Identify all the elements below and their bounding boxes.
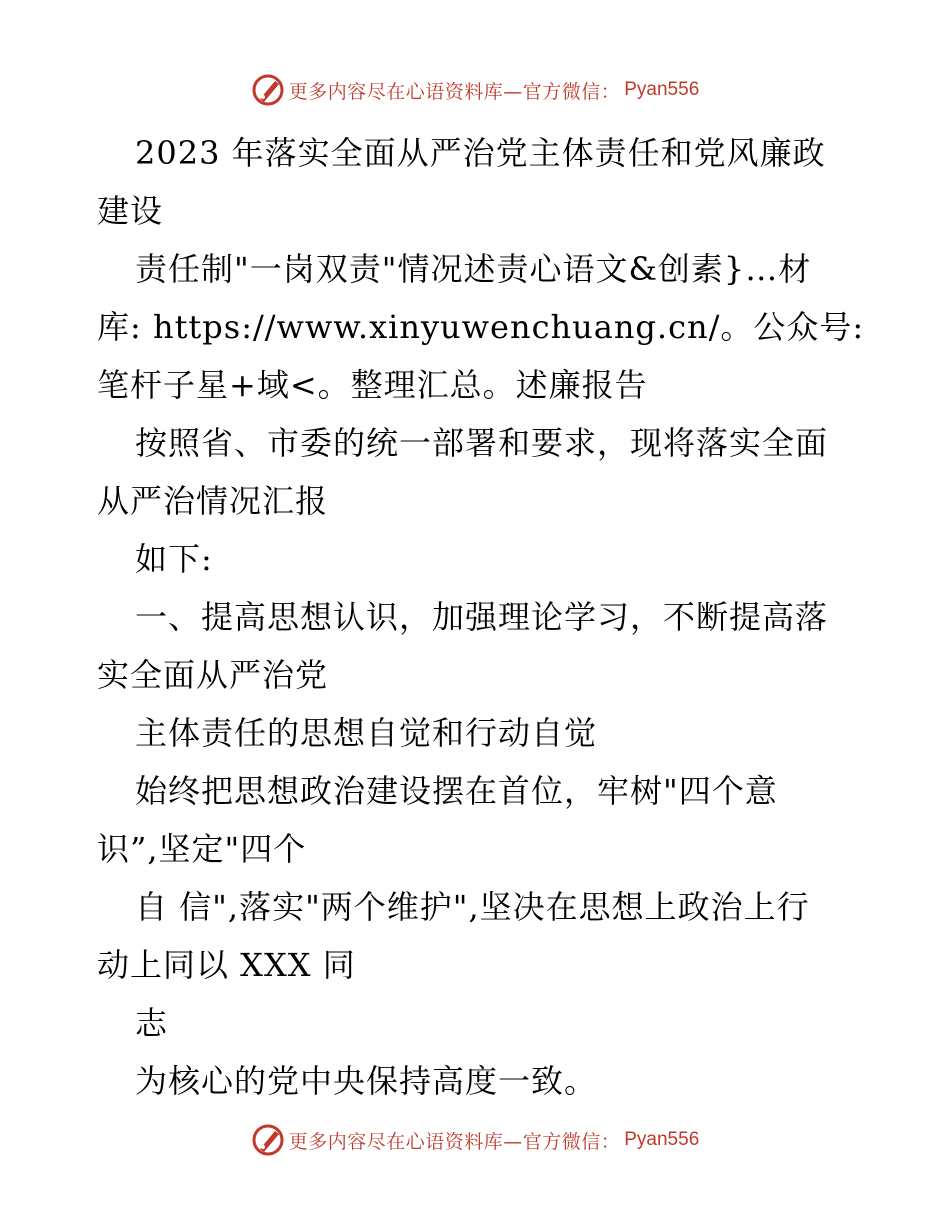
section-heading: 主体责任的思想自觉和行动自觉 [135, 714, 598, 752]
paragraph-line: 动上同以 XXX 同 [97, 946, 356, 984]
text-line: 笔杆子星+域<。整理汇总。述廉报告 [97, 366, 648, 404]
watermark-banner-bottom [0, 1120, 950, 1160]
paragraph-line: 如下: [135, 540, 213, 578]
paragraph-line: 从严治情况汇报 [97, 482, 329, 520]
text-line: 责任制"一岗双责"情况述责心语文&创素}…材 [135, 250, 812, 288]
watermark-wechat-id: Pyan556 [624, 79, 700, 100]
pen-logo-icon [251, 73, 285, 107]
paragraph-line: 自 信",落实"两个维护",坚决在思想上政治上行 [135, 888, 810, 926]
watermark-text: 更多内容尽在心语资料库—官方微信： [288, 80, 621, 103]
text-line: 库: https://www.xinyuwenchuang.cn/。公众号: [97, 308, 865, 346]
title-line: 2023 年落实全面从严治党主体责任和党风廉政 [135, 134, 826, 172]
section-heading: 一、提高思想认识，加强理论学习，不断提高落 [135, 598, 829, 636]
paragraph-line: 为核心的党中央保持高度一致。 [135, 1062, 598, 1100]
paragraph-line: 志 [135, 1004, 169, 1042]
pen-logo-icon [251, 1123, 285, 1157]
document-body [97, 124, 887, 1110]
paragraph-line: 始终把思想政治建设摆在首位，牢树"四个意 [135, 772, 778, 810]
watermark-banner-top [0, 70, 950, 110]
paragraph-line: 识”,坚定"四个 [97, 830, 307, 868]
title-line: 建设 [97, 192, 164, 230]
paragraph-line: 按照省、市委的统一部署和要求，现将落实全面 [135, 424, 829, 462]
watermark-text: 更多内容尽在心语资料库—官方微信： [288, 1130, 621, 1153]
watermark-wechat-id: Pyan556 [624, 1129, 700, 1150]
section-heading: 实全面从严治党 [97, 656, 329, 694]
